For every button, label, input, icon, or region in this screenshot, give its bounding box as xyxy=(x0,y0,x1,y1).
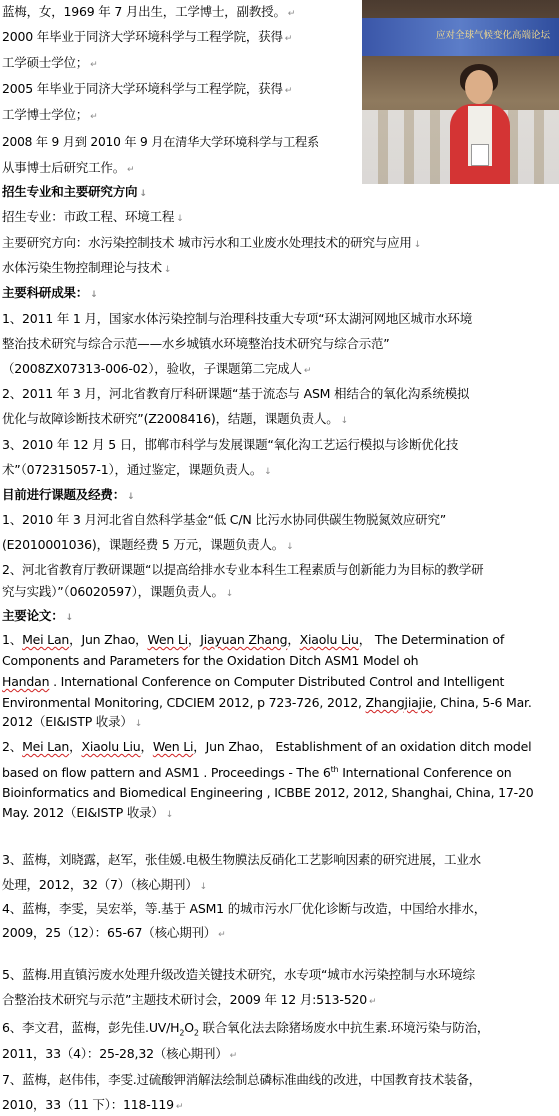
line-break-mark: ↓ xyxy=(340,416,348,426)
enroll-text: 招生专业：市政工程、环境工程 xyxy=(2,209,175,224)
paper-author: Jun Zhao xyxy=(205,739,260,754)
paragraph-mark: ↵ xyxy=(303,366,312,376)
bio-line xyxy=(2,106,97,126)
paragraph-mark: ↵ xyxy=(229,1051,237,1061)
paper-text: Handan xyxy=(2,674,50,689)
line-break-mark: ↓ xyxy=(286,542,294,552)
paper-2-line xyxy=(2,761,512,781)
bio-text: 2005 年毕业于同济大学环境科学与工程学院，获得 xyxy=(2,81,283,96)
paper-text: , China, 5-6 Mar. xyxy=(432,695,532,710)
paper-4-line xyxy=(2,924,225,944)
line-break-mark: ↓ xyxy=(176,214,184,224)
paper-text: International Conference on xyxy=(338,765,512,781)
line-break-mark: ↓ xyxy=(413,240,422,250)
paper-2-line xyxy=(2,784,534,801)
paper-1-line xyxy=(2,652,418,669)
bio-line xyxy=(2,134,319,151)
paper-text: Bioinformatics and Biomedical Engineering , ICBBE 2012, 2012, Shanghai, China, 17-20 xyxy=(2,785,534,800)
achievement-line xyxy=(2,436,458,453)
current-line xyxy=(2,561,483,578)
paper-author: Wen Li xyxy=(152,739,194,754)
bio-line xyxy=(2,3,295,23)
paper-7-line xyxy=(2,1071,481,1088)
paper-text: 7、蓝梅，赵伟伟，李雯.过硫酸钾消解法绘制总磷标准曲线的改进，中国教育技术装备， xyxy=(2,1072,481,1087)
enroll-text: 主要研究方向：水污染控制技术 城市污水和工业废水处理技术的研究与应用 xyxy=(2,235,412,250)
paper-2-line xyxy=(2,804,173,824)
paper-text: 合整治技术研究与示范”主题技术研讨会，2009 年 12 月:513-520 xyxy=(2,992,367,1007)
paper-text: 2011，33（4）：25-28,32（核心期刊） xyxy=(2,1046,228,1061)
heading-text: 主要论文： xyxy=(2,608,64,623)
current-line xyxy=(2,583,233,603)
bio-text: 2008 年 9 月到 2010 年 9 月在清华大学环境科学与工程系 xyxy=(2,135,320,149)
paper-5-line xyxy=(2,966,475,983)
paper-author: Xiaolu Liu xyxy=(81,739,141,754)
enroll-major xyxy=(2,208,184,228)
achievement-text: （2008ZX07313-006-02），验收，子课题第二完成人 xyxy=(2,361,302,376)
current-line xyxy=(2,536,293,556)
achievement-text: 2、2011 年 3 月，河北省教育厅科研课题“基于流态与 ASM 相结合的氧化沟系统模拟 xyxy=(2,386,470,401)
line-break-mark: ↓ xyxy=(165,810,174,820)
achievement-line xyxy=(2,410,348,430)
line-break-mark: ↓ xyxy=(199,882,207,892)
paper-title: The Determination of xyxy=(374,632,505,647)
paper-author: Mei Lan xyxy=(22,739,70,754)
paper-text: O xyxy=(184,1020,194,1035)
section-heading-achievements xyxy=(2,284,97,304)
paragraph-mark: ↵ xyxy=(175,1102,184,1112)
paragraph-mark: ↵ xyxy=(90,112,98,122)
achievement-line xyxy=(2,461,271,481)
line-break-mark: ↓ xyxy=(264,467,272,477)
paper-4-line xyxy=(2,900,486,917)
bio-text: 从事博士后研究工作。 xyxy=(2,160,126,175)
paper-1-line: Handan . International Conference on Computer Distributed Control and Intelligent xyxy=(2,674,505,689)
paper-subscript: 2 xyxy=(179,1028,185,1038)
line-break-mark: ↓ xyxy=(134,719,143,729)
paper-text: International Conference on Computer Distributed Control and Intelligent xyxy=(60,674,505,689)
paper-author: Jiayuan Zhang xyxy=(200,632,288,647)
heading-text: 主要科研成果： xyxy=(2,285,89,300)
paper-text: May. 2012（EI&ISTP 收录） xyxy=(2,805,164,820)
line-break-mark: ↓ xyxy=(127,492,135,502)
paper-author: Mei Lan xyxy=(22,632,70,647)
enroll-text: 水体污染生物控制理论与技术 xyxy=(2,260,162,275)
bio-line xyxy=(2,54,97,74)
paper-author: Wen Li xyxy=(147,632,188,647)
enroll-direction xyxy=(2,259,171,279)
line-break-mark: ↓ xyxy=(225,589,234,599)
paper-text: 6、李文君，蓝梅，彭先佳.UV/H xyxy=(2,1020,180,1035)
achievement-line xyxy=(2,385,469,402)
paper-author: Jun Zhao xyxy=(81,632,136,647)
paragraph-mark: ↵ xyxy=(287,9,296,19)
line-break-mark: ↓ xyxy=(139,189,147,199)
paper-6-line xyxy=(2,1045,237,1065)
achievement-text: 整治技术研究与综合示范——水乡城镇水环境整治技术研究与综合示范” xyxy=(2,336,390,351)
enroll-direction xyxy=(2,234,421,254)
section-heading-enrollment xyxy=(2,183,147,203)
bio-text: 2000 年毕业于同济大学环境科学与工程学院，获得 xyxy=(2,29,283,44)
current-text: 2、河北省教育厅教研课题“以提高给排水专业本科生工程素质与创新能力为目标的教学研 xyxy=(2,562,484,577)
heading-text: 招生专业和主要研究方向 xyxy=(2,184,138,199)
paragraph-mark: ↵ xyxy=(127,165,135,175)
paper-1-line xyxy=(2,713,142,733)
paragraph-mark: ↵ xyxy=(368,997,377,1007)
bio-text: 工学硕士学位； xyxy=(2,55,89,70)
current-text: (E2010001036)，课题经费 5 万元，课题负责人。 xyxy=(2,537,285,552)
paper-7-line xyxy=(2,1096,183,1116)
paper-text: 联合氧化法去除猪场废水中抗生素.环境污染与防治， xyxy=(198,1020,490,1035)
paper-city: Zhangjiajie xyxy=(365,695,433,710)
photo-name-badge xyxy=(471,144,489,166)
section-heading-current xyxy=(2,486,134,506)
paper-text: 4、蓝梅，李雯，吴宏举，等.基于 ASM1 的城市污水厂优化诊断与改造，中国给水排水， xyxy=(2,901,486,916)
current-text: 1、2010 年 3 月河北省自然科学基金“低 C/N 比污水协同供碳生物脱氮效应研究” xyxy=(2,512,447,527)
paper-text: 2012（EI&ISTP 收录） xyxy=(2,714,133,729)
paper-text: Components and Parameters for the Oxidation Ditch ASM1 Model oh xyxy=(2,653,419,668)
achievement-text: 1、2011 年 1 月，国家水体污染控制与治理科技重大专项“环太湖河网地区城市水环境 xyxy=(2,311,473,326)
current-text: 究与实践）”（06020597），课题负责人。 xyxy=(2,584,224,599)
bio-line xyxy=(2,159,134,179)
paper-text: 处理，2012，32（7）（核心期刊） xyxy=(2,877,198,892)
bio-text: 工学博士学位； xyxy=(2,107,89,122)
paper-3-line xyxy=(2,876,207,896)
paper-superscript: th xyxy=(330,765,339,774)
achievement-line xyxy=(2,360,311,380)
paper-author: Xiaolu Liu xyxy=(299,632,359,647)
paper-1-line xyxy=(2,694,532,711)
paper-text: 2009，25（12）：65-67（核心期刊） xyxy=(2,925,217,940)
bio-text: 蓝梅，女，1969 年 7 月出生，工学博士，副教授。 xyxy=(2,4,286,19)
paragraph-mark: ↵ xyxy=(284,34,293,44)
photo-banner-text: 应对全球气候变化高端论坛 xyxy=(436,30,551,41)
paper-text: 3、蓝梅，刘晓露，赵军，张佳媛.电极生物膜法反硝化工艺影响因素的研究进展，工业水 xyxy=(2,852,481,867)
current-line xyxy=(2,511,446,528)
line-break-mark: ↓ xyxy=(90,290,98,300)
heading-text: 目前进行课题及经费： xyxy=(2,487,126,502)
paper-text: Environmental Monitoring, CDCIEM 2012, p 723-726, 2012, xyxy=(2,695,362,710)
profile-photo xyxy=(362,0,559,184)
paper-text: 5、蓝梅.用直镇污废水处理升级改造关键技术研究，水专项“城市水污染控制与水环境综 xyxy=(2,967,475,982)
paper-subscript: 2 xyxy=(193,1028,199,1038)
line-break-mark: ↓ xyxy=(163,265,172,275)
achievement-line xyxy=(2,310,472,327)
section-heading-papers xyxy=(2,607,73,627)
paper-text: 2010，33（11 下）：118-119 xyxy=(2,1097,174,1112)
achievement-text: 3、2010 年 12 月 5 日，邯郸市科学与发展课题“氧化沟工艺运行模拟与诊断优化技 xyxy=(2,437,459,452)
paper-title: Establishment of an oxidation ditch model xyxy=(275,739,532,754)
bio-line xyxy=(2,80,292,100)
paragraph-mark: ↵ xyxy=(284,86,293,96)
photo-person-head xyxy=(465,70,493,104)
paragraph-mark: ↵ xyxy=(90,60,98,70)
paper-3-line xyxy=(2,851,481,868)
achievement-text: 优化与故障诊断技术研究”(Z2008416)，结题，课题负责人。 xyxy=(2,411,339,426)
achievement-text: 术”（072315057-1），通过鉴定，课题负责人。 xyxy=(2,462,263,477)
paragraph-mark: ↵ xyxy=(218,930,226,940)
paper-5-line xyxy=(2,991,376,1011)
paper-1-line: 1、Mei Lan，Jun Zhao，Wen Li，Jiayuan Zhang，Xiaolu Liu， The Determination of xyxy=(2,632,505,647)
paper-text: based on flow pattern and ASM1 . Proceedings - The 6 xyxy=(2,765,331,781)
paper-6-line xyxy=(2,1019,489,1042)
achievement-line xyxy=(2,335,390,352)
line-break-mark: ↓ xyxy=(65,613,73,623)
bio-line xyxy=(2,28,292,48)
paper-2-line: 2、Mei Lan，Xiaolu Liu，Wen Li，Jun Zhao， Establishment of an oxidation ditch model xyxy=(2,739,532,754)
